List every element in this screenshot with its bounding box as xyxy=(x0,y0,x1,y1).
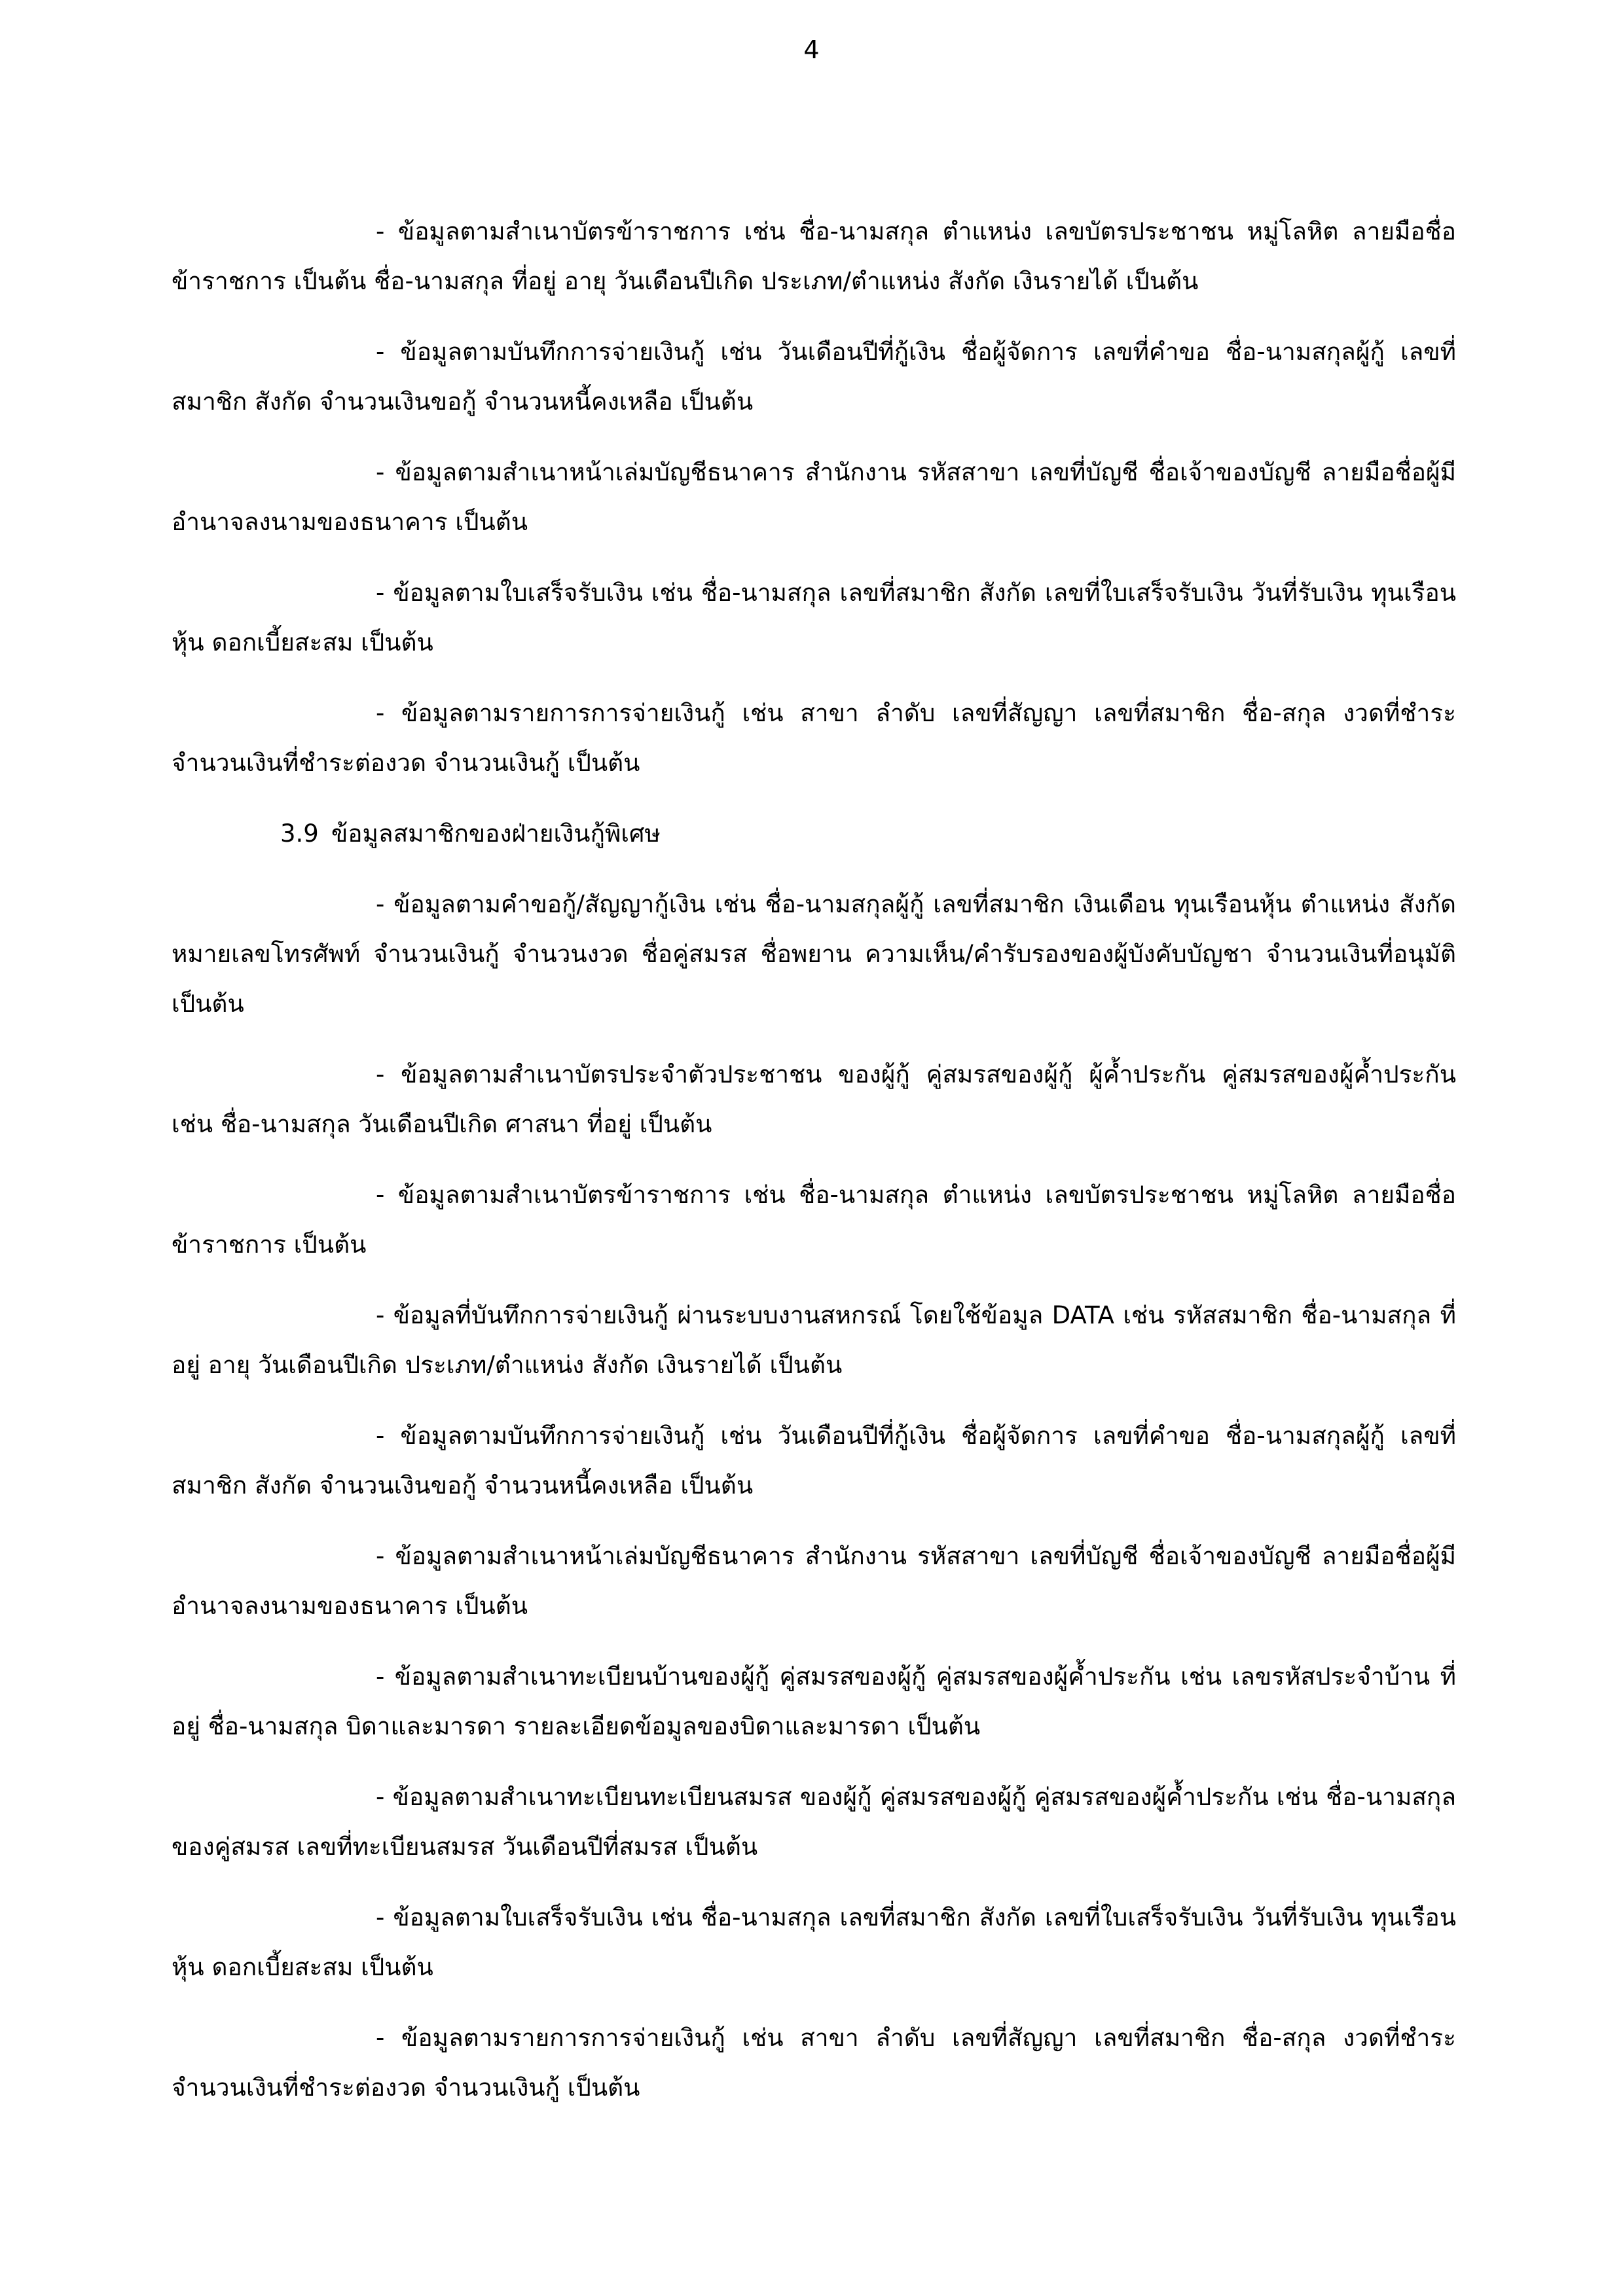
paragraph-loan-payment-list: - ข้อมูลตามรายการการจ่ายเงินกู้ เช่น สาขา ลำดับ เลขที่สัญญา เลขที่สมาชิก ชื่อ-สกุล งวดที่ชำระ จำนวนเงินที่ชำระต่องวด จำนวนเงินกู้ เป็นต้น xyxy=(172,2024,1456,2102)
page-content xyxy=(172,207,1456,2134)
paragraph-marriage-registration-copy: - ข้อมูลตามสำเนาทะเบียนทะเบียนสมรส ของผู้กู้ คู่สมรสของผู้กู้ คู่สมรสของผู้ค้ำประกัน เช่น ชื่อ-นามสกุลของคู่สมรส เลขที่ทะเบียนสมรส วันเดือนปีที่สมรส เป็นต้น xyxy=(172,1783,1456,1861)
paragraph-cooperative-system-record: - ข้อมูลที่บันทึกการจ่ายเงินกู้ ผ่านระบบงานสหกรณ์ โดยใช้ข้อมูล DATA เช่น รหัสสมาชิก ชื่อ-นามสกุล ที่อยู่ อายุ วันเดือนปีเกิด ประเภท/ตำแหน่ง สังกัด เงินรายได้ เป็นต้น xyxy=(172,1301,1456,1379)
section-heading xyxy=(172,809,1456,859)
section-number: 3.9 xyxy=(280,819,319,848)
paragraph-civil-servant-card: - ข้อมูลตามสำเนาบัตรข้าราชการ เช่น ชื่อ-นามสกุล ตำแหน่ง เลขบัตรประชาชน หมู่โลหิต ลายมือชื่อข้าราชการ เป็นต้น ชื่อ-นามสกุล ที่อยู่ อายุ วันเดือนปีเกิด ประเภท/ตำแหน่ง สังกัด เงินรายได้ เป็นต้น xyxy=(172,217,1456,295)
paragraph-loan-application: - ข้อมูลตามคำขอกู้/สัญญากู้เงิน เช่น ชื่อ-นามสกุลผู้กู้ เลขที่สมาชิก เงินเดือน ทุนเรือนหุ้น ตำแหน่ง สังกัด หมายเลขโทรศัพท์ จำนวนเงินกู้ จำนวนงวด ชื่อคู่สมรส ชื่อพยาน ความเห็น/คำรับรองของผู้บังคับบัญชา จำนวนเงินที่อนุมัติ เป็นต้น xyxy=(172,890,1456,1018)
paragraph-loan-payment-record: - ข้อมูลตามบันทึกการจ่ายเงินกู้ เช่น วันเดือนปีที่กู้เงิน ชื่อผู้จัดการ เลขที่คำขอ ชื่อ-นามสกุลผู้กู้ เลขที่สมาชิก สังกัด จำนวนเงินขอกู้ จำนวนหนี้คงเหลือ เป็นต้น xyxy=(172,338,1456,416)
page-number: 4 xyxy=(803,35,820,64)
paragraph-loan-payment-record: - ข้อมูลตามบันทึกการจ่ายเงินกู้ เช่น วันเดือนปีที่กู้เงิน ชื่อผู้จัดการ เลขที่คำขอ ชื่อ-นามสกุลผู้กู้ เลขที่สมาชิก สังกัด จำนวนเงินขอกู้ จำนวนหนี้คงเหลือ เป็นต้น xyxy=(172,1422,1456,1499)
paragraph-receipt: - ข้อมูลตามใบเสร็จรับเงิน เช่น ชื่อ-นามสกุล เลขที่สมาชิก สังกัด เลขที่ใบเสร็จรับเงิน วันที่รับเงิน ทุนเรือนหุ้น ดอกเบี้ยสะสม เป็นต้น xyxy=(172,579,1456,656)
paragraph-receipt: - ข้อมูลตามใบเสร็จรับเงิน เช่น ชื่อ-นามสกุล เลขที่สมาชิก สังกัด เลขที่ใบเสร็จรับเงิน วันที่รับเงิน ทุนเรือนหุ้น ดอกเบี้ยสะสม เป็นต้น xyxy=(172,1903,1456,1981)
paragraph-bank-book-copy: - ข้อมูลตามสำเนาหน้าเล่มบัญชีธนาคาร สำนักงาน รหัสสาขา เลขที่บัญชี ชื่อเจ้าของบัญชี ลายมือชื่อผู้มีอำนาจลงนามของธนาคาร เป็นต้น xyxy=(172,1542,1456,1620)
paragraph-loan-payment-list: - ข้อมูลตามรายการการจ่ายเงินกู้ เช่น สาขา ลำดับ เลขที่สัญญา เลขที่สมาชิก ชื่อ-สกุล งวดที่ชำระ จำนวนเงินที่ชำระต่องวด จำนวนเงินกู้ เป็นต้น xyxy=(172,699,1456,777)
paragraph-civil-servant-card: - ข้อมูลตามสำเนาบัตรข้าราชการ เช่น ชื่อ-นามสกุล ตำแหน่ง เลขบัตรประชาชน หมู่โลหิต ลายมือชื่อข้าราชการ เป็นต้น xyxy=(172,1181,1456,1259)
paragraph-house-registration-copy: - ข้อมูลตามสำเนาทะเบียนบ้านของผู้กู้ คู่สมรสของผู้กู้ คู่สมรสของผู้ค้ำประกัน เช่น เลขรหัสประจำบ้าน ที่อยู่ ชื่อ-นามสกุล บิดาและมารดา รายละเอียดข้อมูลของบิดาและมารดา เป็นต้น xyxy=(172,1662,1456,1740)
section-title: ข้อมูลสมาชิกของฝ่ายเงินกู้พิเศษ xyxy=(331,819,661,848)
paragraph-id-card-copy: - ข้อมูลตามสำเนาบัตรประจำตัวประชาชน ของผู้กู้ คู่สมรสของผู้กู้ ผู้ค้ำประกัน คู่สมรสของผู้ค้ำประกัน เช่น ชื่อ-นามสกุล วันเดือนปีเกิด ศาสนา ที่อยู่ เป็นต้น xyxy=(172,1060,1456,1138)
paragraph-bank-book-copy: - ข้อมูลตามสำเนาหน้าเล่มบัญชีธนาคาร สำนักงาน รหัสสาขา เลขที่บัญชี ชื่อเจ้าของบัญชี ลายมือชื่อผู้มีอำนาจลงนามของธนาคาร เป็นต้น xyxy=(172,458,1456,536)
